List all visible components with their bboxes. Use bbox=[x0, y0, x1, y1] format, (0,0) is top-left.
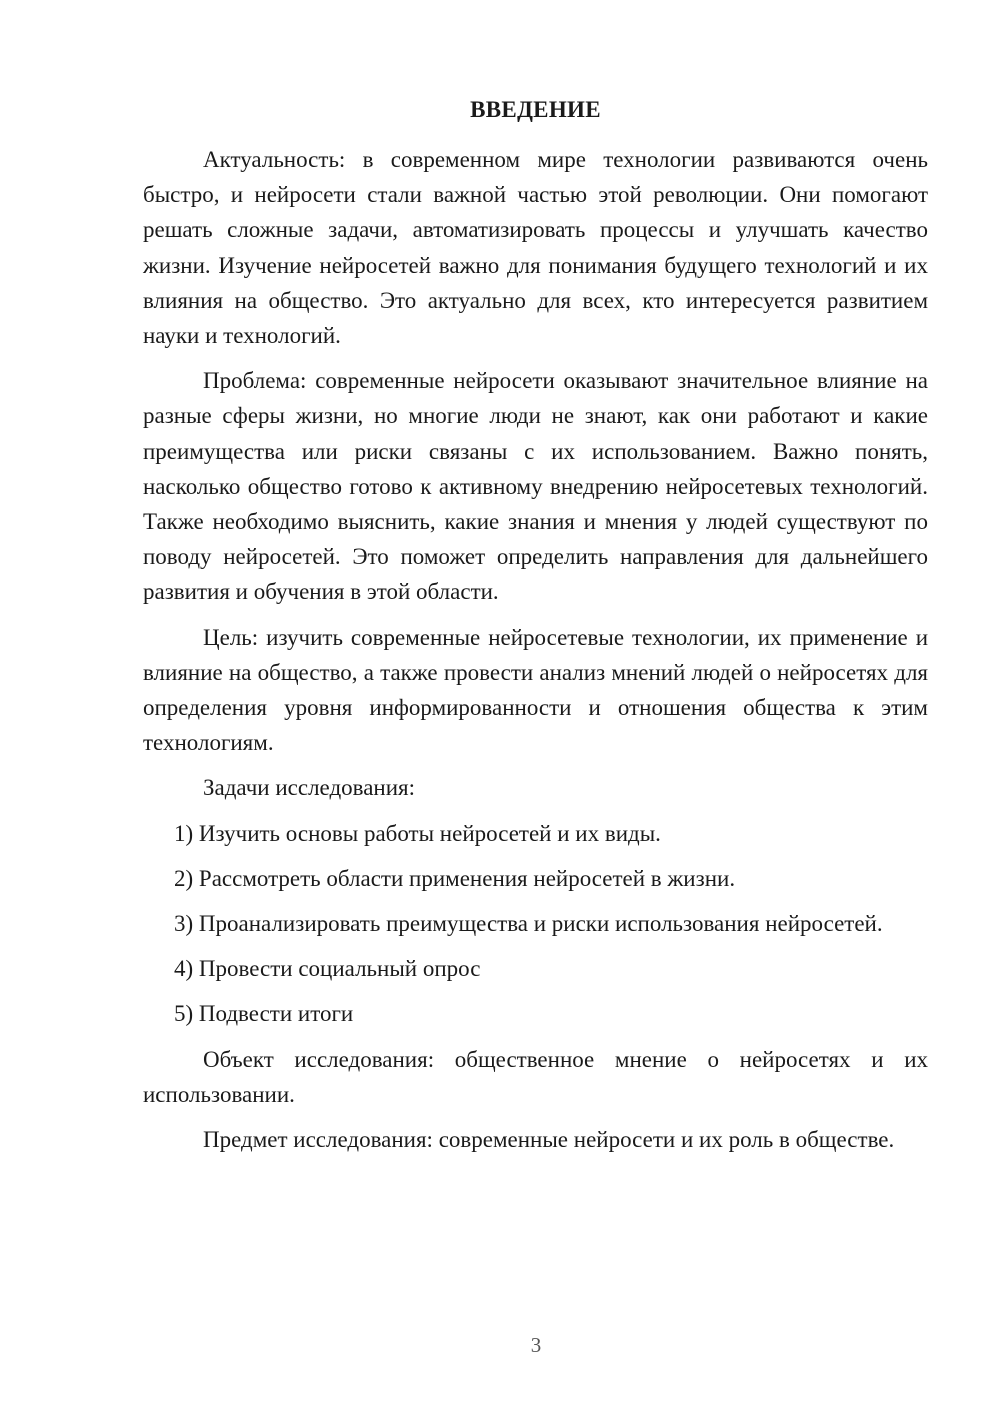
task-item-3: 3) Проанализировать преимущества и риски использования нейросетей. bbox=[174, 911, 883, 937]
document-page bbox=[143, 92, 928, 1167]
task-item-5: 5) Подвести итоги bbox=[174, 1001, 354, 1027]
task-item-1: 1) Изучить основы работы нейросетей и их виды. bbox=[174, 820, 661, 846]
subject-paragraph: Предмет исследования: современные нейросети и их роль в обществе. bbox=[203, 1127, 895, 1153]
page-number: 3 bbox=[530, 1333, 542, 1357]
problem-paragraph: Проблема: современные нейросети оказывают значительное влияние на разные сферы жизни, но многие люди не знают, как они работают и какие преимущества или риски связаны с их использованием. Важно понять, насколько общество готово к активному внедрению нейросетевых технологий. Также необходимо выяснить, какие знания и мнения у людей существуют по поводу нейросетей. Это поможет определить направления для дальнейшего развития и обучения в этой области. bbox=[143, 368, 928, 605]
relevance-paragraph: Актуальность: в современном мире технологии развиваются очень быстро, и нейросети стали важной частью этой революции. Они помогают решать сложные задачи, автоматизировать процессы и улучшать качество жизни. Изучение нейросетей важно для понимания будущего технологий и их влияния на общество. Это актуально для всех, кто интересуется развитием науки и технологий. bbox=[143, 147, 928, 349]
section-title: ВВЕДЕНИЕ bbox=[470, 97, 601, 122]
task-item-4: 4) Провести социальный опрос bbox=[174, 956, 481, 982]
object-paragraph: Объект исследования: общественное мнение о нейросетях и их использовании. bbox=[143, 1046, 928, 1107]
task-item-2: 2) Рассмотреть области применения нейросетей в жизни. bbox=[174, 865, 736, 891]
tasks-heading: Задачи исследования: bbox=[203, 775, 416, 801]
goal-paragraph: Цель: изучить современные нейросетевые технологии, их применение и влияние на общество, а также провести анализ мнений людей о нейросетях для определения уровня информированности и отношения общества к этим технологиям. bbox=[143, 624, 928, 756]
